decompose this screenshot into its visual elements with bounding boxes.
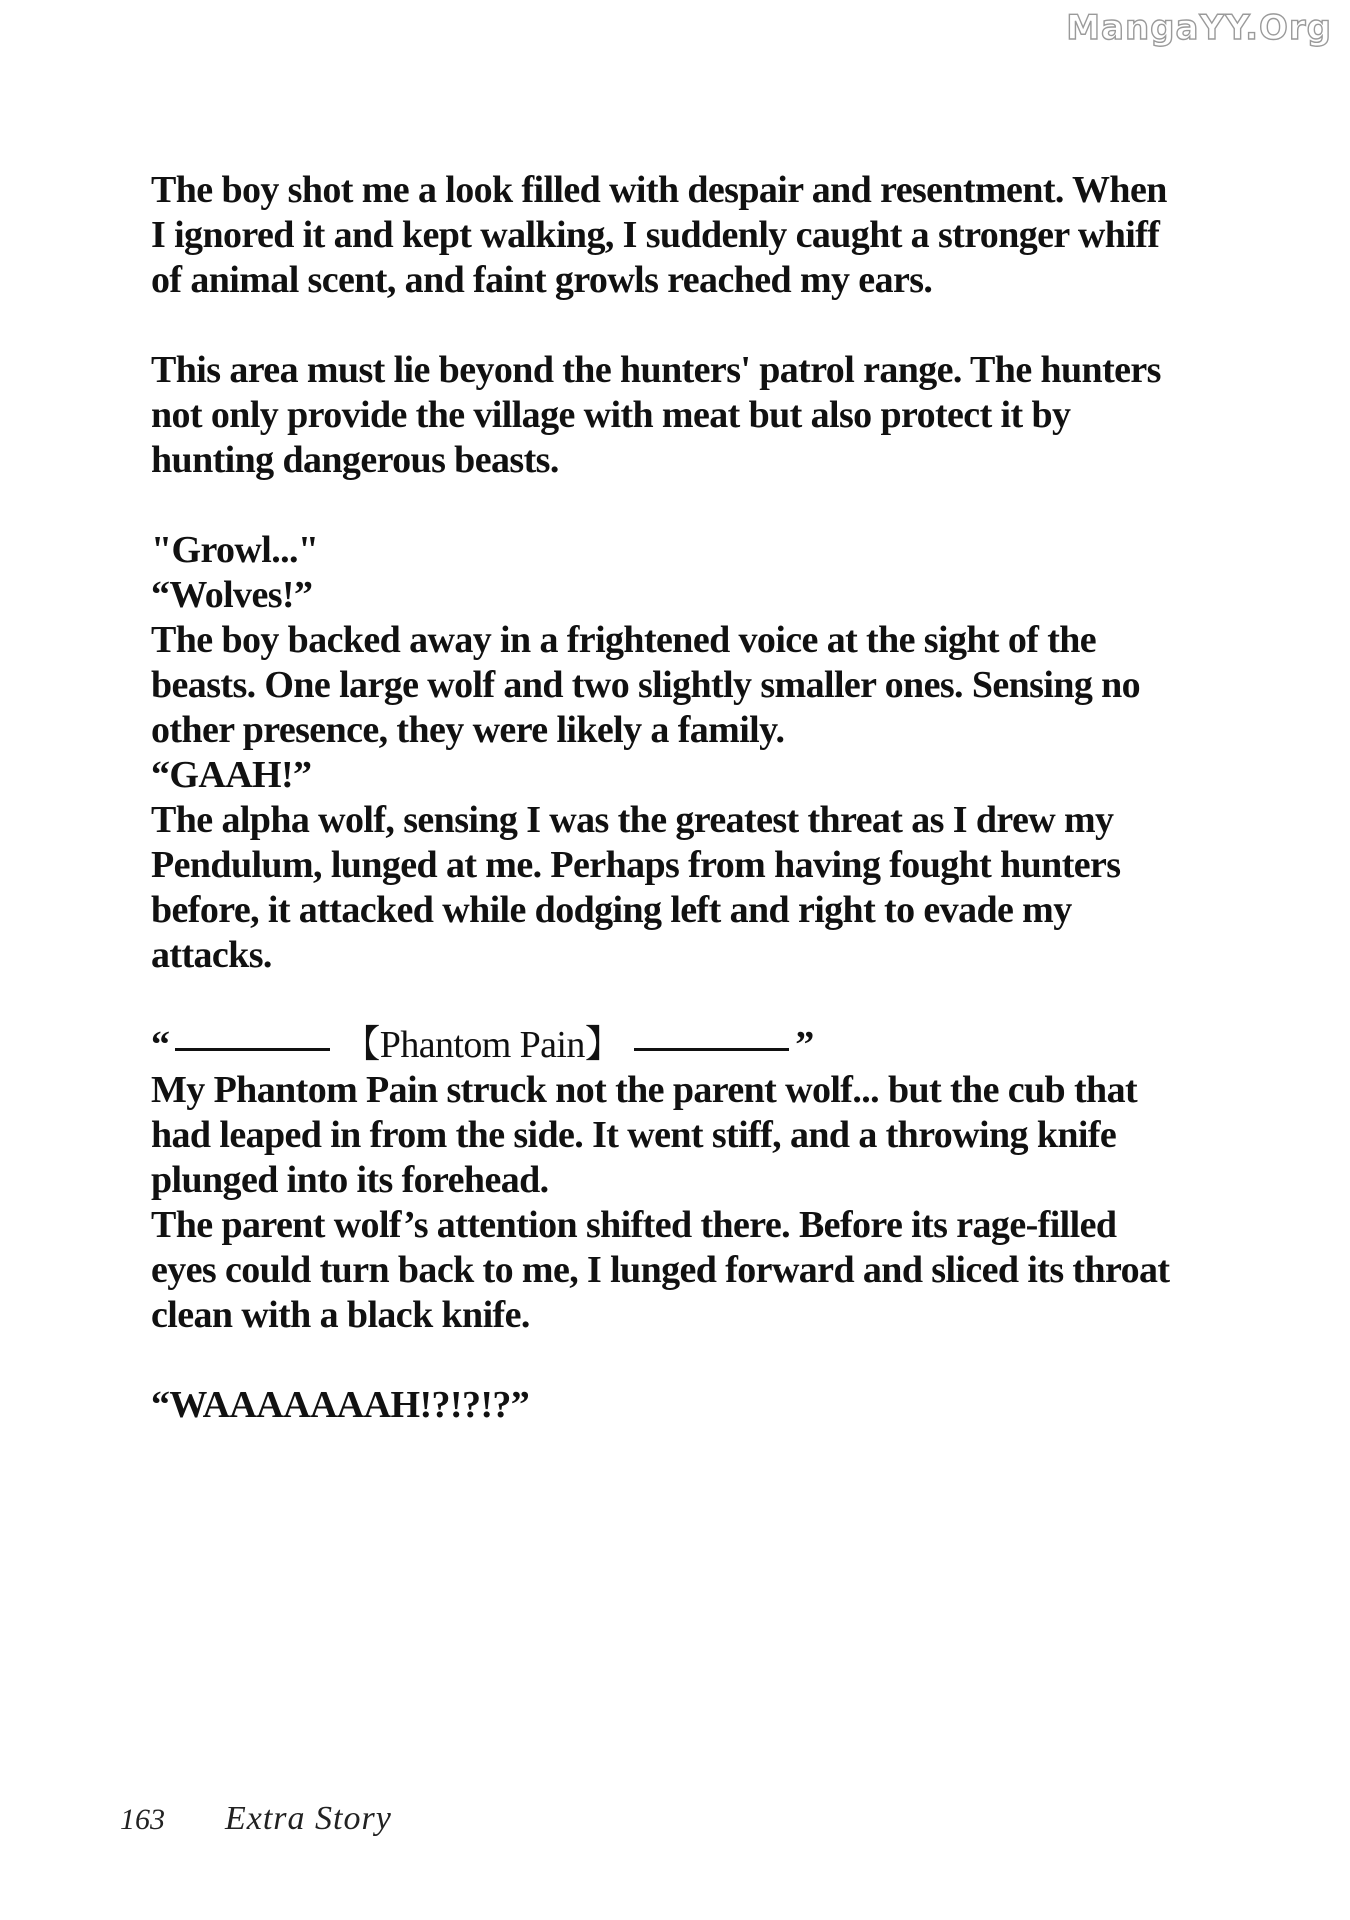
site-watermark: MangaYY.Org [1066, 8, 1332, 48]
text-line: My Phantom Pain struck not the parent wolf... but the cub that [151, 1069, 1138, 1111]
text-line: not only provide the village with meat but also protect it by [151, 394, 1071, 436]
text-line: Pendulum, lunged at me. Perhaps from having fought hunters [151, 844, 1121, 886]
text-line: had leaped in from the side. It went stiff, and a throwing knife [151, 1114, 1117, 1156]
text-line: “WAAAAAAAH!?!?!?” [151, 1384, 530, 1426]
section-title: Extra Story [225, 1800, 392, 1837]
text-line: “Wolves!” [151, 574, 313, 616]
text-line: before, it attacked while dodging left and right to evade my [151, 889, 1072, 931]
text-line: attacks. [151, 934, 272, 976]
page-footer [120, 1800, 392, 1838]
skill-name: 【Phantom Pain】 [342, 1024, 623, 1066]
text-line: This area must lie beyond the hunters' patrol range. The hunters [151, 349, 1161, 391]
paragraph-gap [151, 483, 1211, 528]
text-line: “GAAH!” [151, 754, 312, 796]
paragraph-gap [151, 978, 1211, 1023]
text-line: of animal scent, and faint growls reached my ears. [151, 259, 933, 301]
page-number: 163 [120, 1803, 165, 1836]
skill-dash-left [175, 1048, 330, 1051]
skill-dash-right [634, 1048, 789, 1051]
paragraph-gap [151, 1338, 1211, 1383]
text-line: other presence, they were likely a family. [151, 709, 785, 751]
text-line: hunting dangerous beasts. [151, 439, 559, 481]
text-line: The alpha wolf, sensing I was the greatest threat as I drew my [151, 799, 1114, 841]
paragraph-gap [151, 303, 1211, 348]
text-line: clean with a black knife. [151, 1294, 530, 1336]
text-line: "Growl..." [151, 529, 319, 571]
text-line: eyes could turn back to me, I lunged forward and sliced its throat [151, 1249, 1170, 1291]
text-line: I ignored it and kept walking, I suddenly caught a stronger whiff [151, 214, 1160, 256]
text-line: The boy shot me a look filled with despair and resentment. When [151, 169, 1167, 211]
text-line: beasts. One large wolf and two slightly smaller ones. Sensing no [151, 664, 1141, 706]
story-text [151, 168, 1211, 1428]
skill-close-quote: ” [795, 1024, 814, 1066]
skill-call-line [151, 1023, 1211, 1068]
text-line: plunged into its forehead. [151, 1159, 549, 1201]
text-line: The boy backed away in a frightened voice at the sight of the [151, 619, 1097, 661]
text-line: The parent wolf’s attention shifted there. Before its rage-filled [151, 1204, 1117, 1246]
skill-open-quote: “ [151, 1024, 170, 1066]
